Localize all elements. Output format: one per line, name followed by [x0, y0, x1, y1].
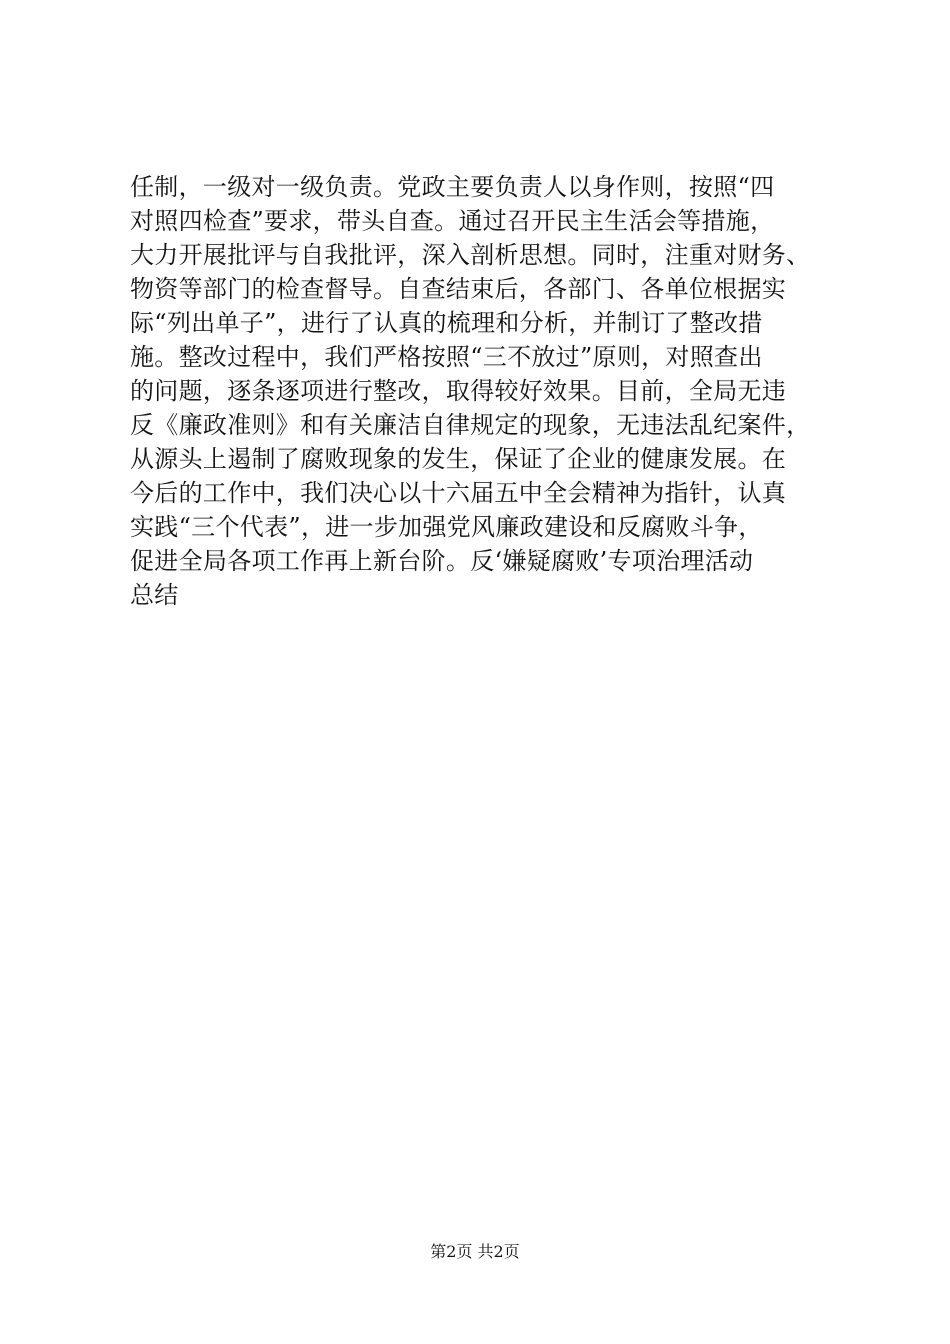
text-line: 物资等部门的检查督导。自查结束后，各部门、各单位根据实: [130, 275, 787, 303]
body-paragraph: [130, 170, 840, 612]
text-line: 从源头上遏制了腐败现象的发生，保证了企业的健康发展。在: [130, 445, 787, 473]
text-line: 际“列出单子”，进行了认真的梳理和分析，并制订了整改措: [130, 309, 763, 337]
text-line: 总结: [130, 581, 179, 609]
page-number-footer: 第2页 共2页: [430, 1242, 520, 1261]
text-line: 反《廉政准则》和有关廉洁自律规定的现象，无违法乱纪案件，: [130, 411, 811, 439]
text-line: 大力开展批评与自我批评，深入剖析思想。同时，注重对财务、: [130, 241, 811, 269]
text-line: 任制，一级对一级负责。党政主要负责人以身作则，按照“四: [130, 173, 775, 201]
text-line: 今后的工作中，我们决心以十六届五中全会精神为指针，认真: [130, 479, 787, 507]
text-line: 对照四检查”要求，带头自查。通过召开民主生活会等措施，: [130, 207, 775, 235]
text-line: 促进全局各项工作再上新台阶。反‘嫌疑腐败’专项治理活动: [130, 547, 754, 575]
text-line: 的问题，逐条逐项进行整改，取得较好效果。目前，全局无违: [130, 377, 787, 405]
text-line: 施。整改过程中，我们严格按照“三不放过”原则，对照查出: [130, 343, 763, 371]
text-line: 实践“三个代表”，进一步加强党风廉政建设和反腐败斗争，: [130, 513, 763, 541]
